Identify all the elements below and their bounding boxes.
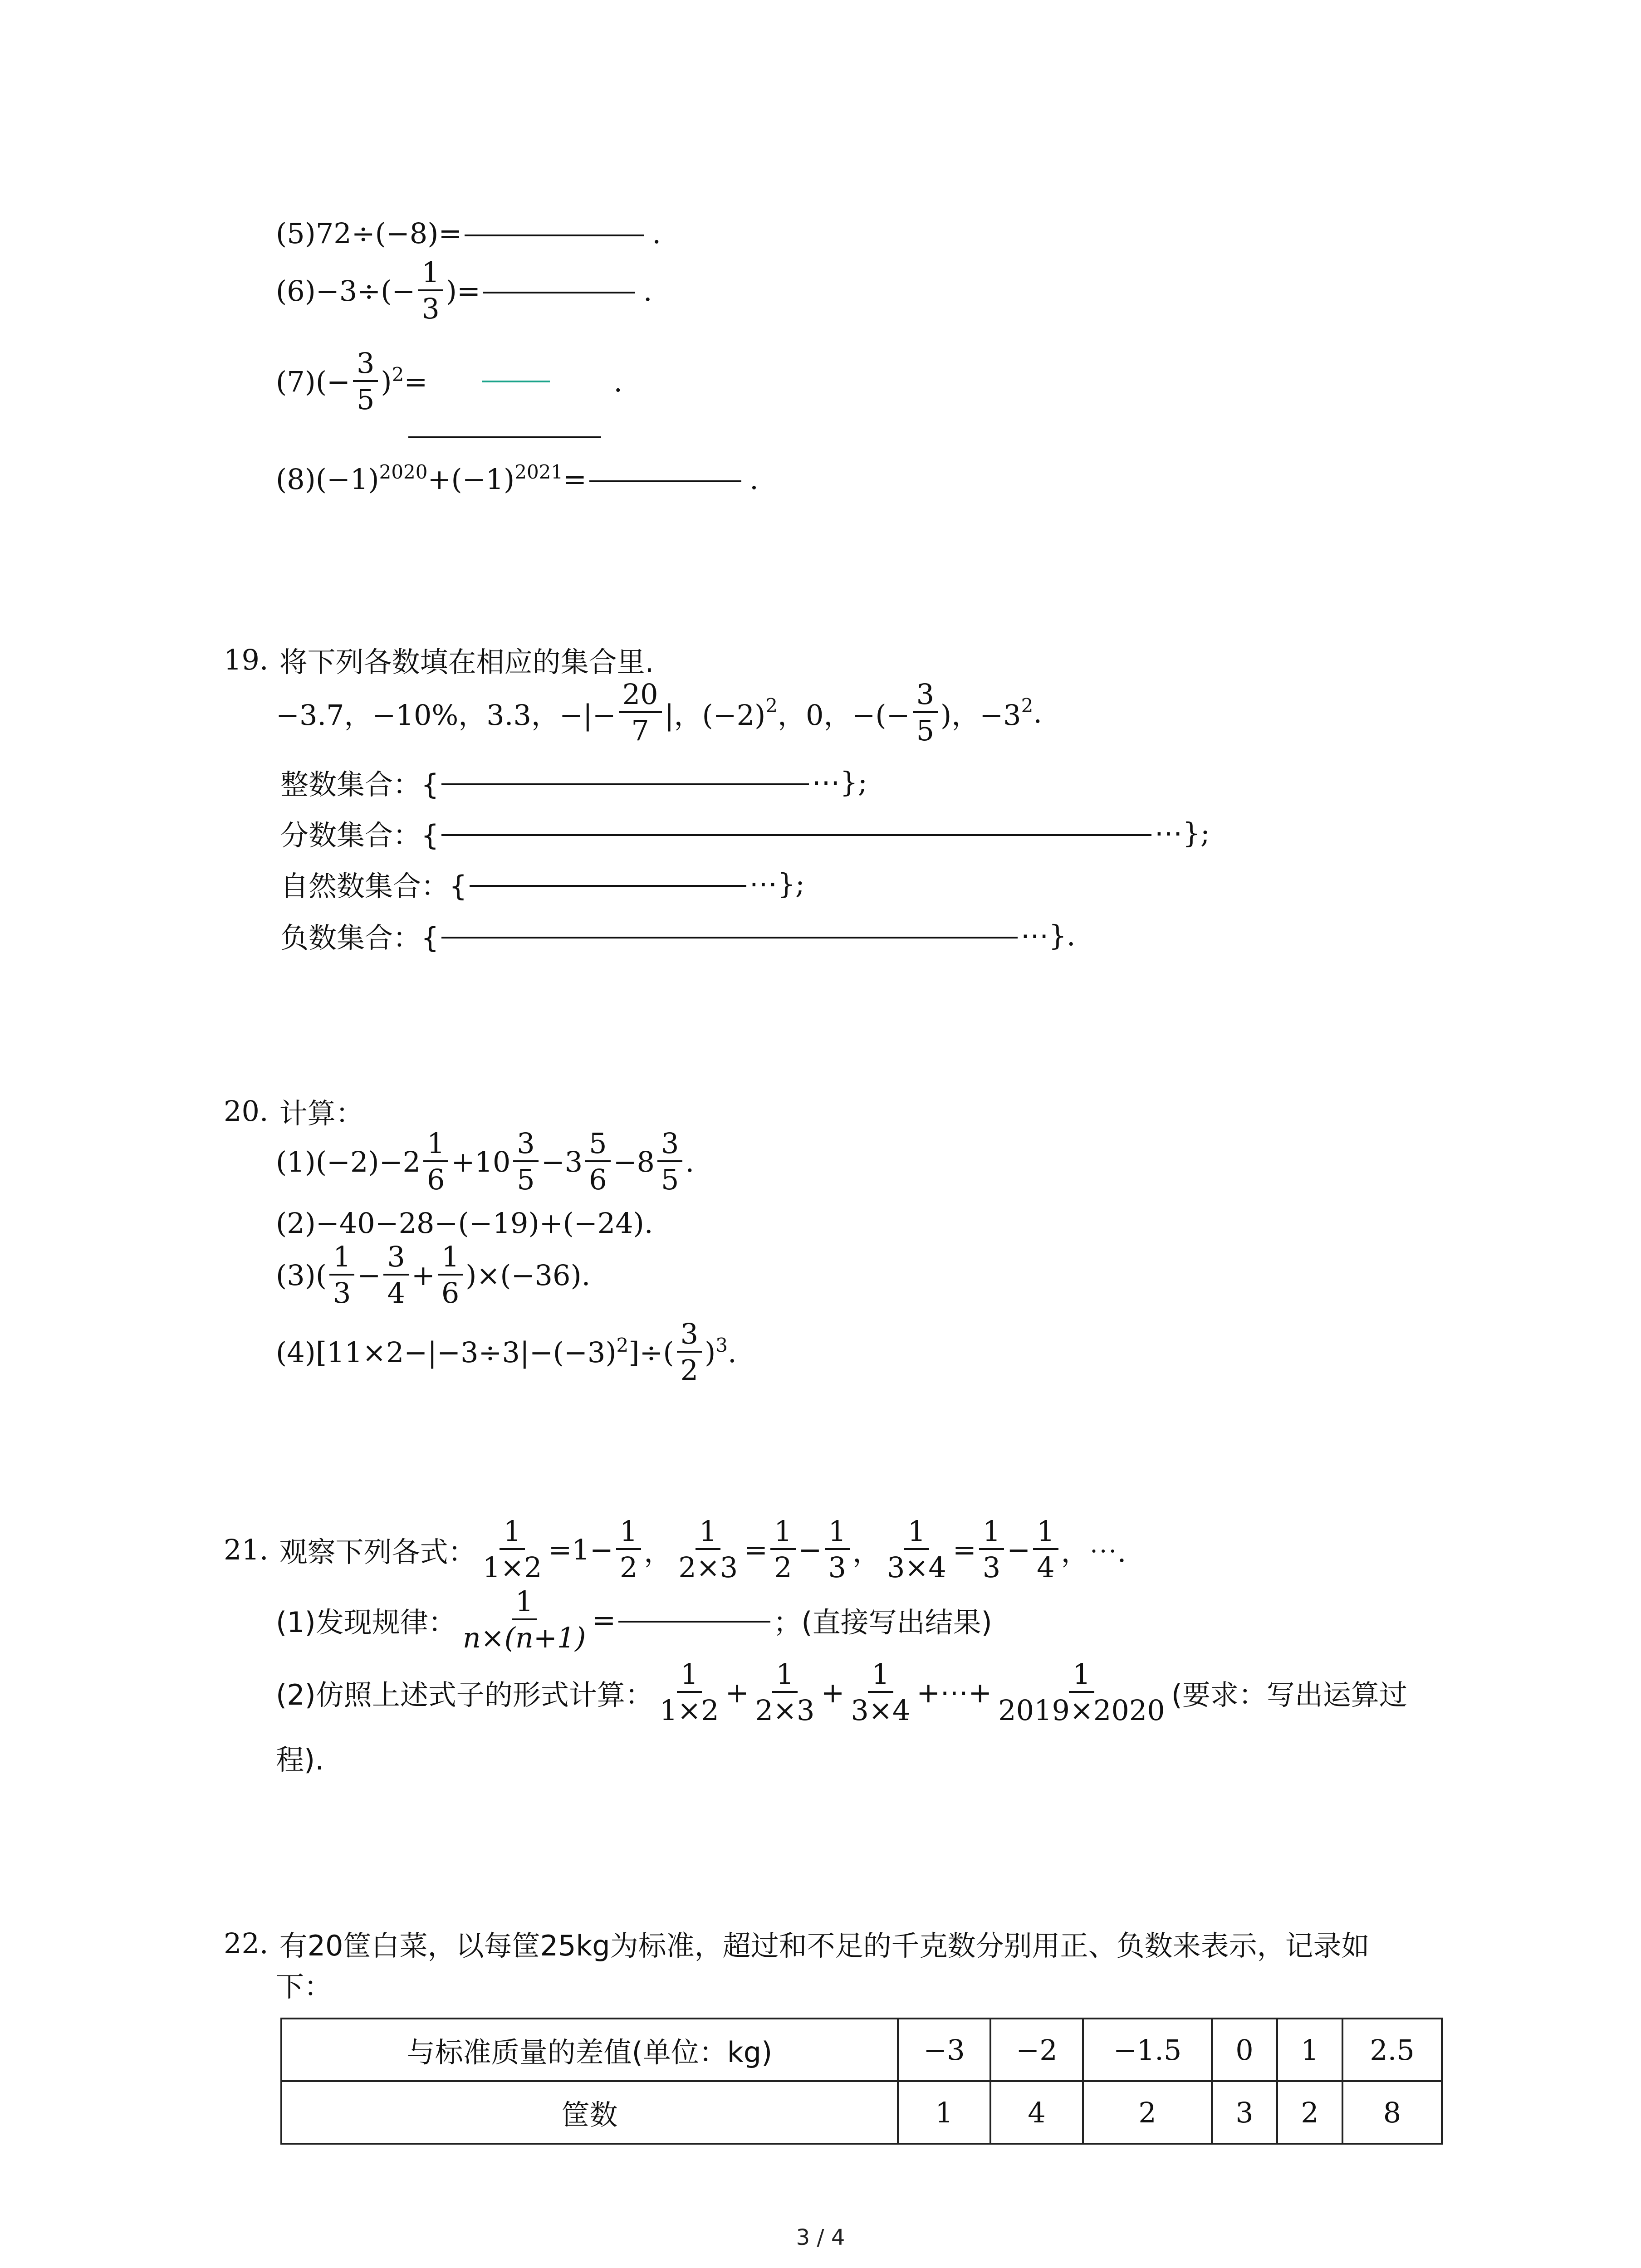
expr-part: −3 (541, 1145, 583, 1178)
fraction-denominator: 2×3 (678, 1551, 738, 1584)
question-prompt: 观察下列各式： (279, 1535, 476, 1569)
teal-dash-mark (482, 381, 550, 382)
fraction (913, 680, 938, 745)
fraction (513, 1129, 538, 1194)
question-prompt: 有20筐白菜，以每筐25kg为标准，超过和不足的千克数分别用正、负数来表示，记录如 (279, 1929, 1370, 1962)
expr-part: +10 (451, 1145, 511, 1178)
fraction (825, 1517, 850, 1582)
fraction-denominator: 2 (619, 1551, 638, 1584)
requirement-note-cont (276, 1737, 324, 1778)
expr-part: − (1007, 1533, 1031, 1566)
number-list-part: |，(−2) (664, 698, 766, 732)
sub-question-note: ；(直接写出结果) (773, 1605, 992, 1639)
fraction (994, 1657, 1169, 1727)
fraction (770, 1517, 795, 1582)
equals: = (563, 463, 587, 496)
fraction-numerator: 1 (770, 1517, 795, 1550)
q20-header (224, 1091, 364, 1131)
answer-blank[interactable] (618, 1617, 770, 1623)
answer-blank[interactable] (483, 288, 635, 293)
q20-part3 (276, 1240, 591, 1310)
fraction-denominator: 1×2 (482, 1551, 542, 1584)
q19-header (224, 640, 654, 680)
table-cell: −3 (898, 2019, 990, 2081)
answer-blank[interactable] (470, 881, 746, 887)
expr-part: =1− (548, 1533, 613, 1566)
question-number: 20. (224, 1095, 269, 1128)
table-cell: 0 (1212, 2019, 1277, 2081)
set-end: ⋯}; (1154, 816, 1210, 850)
answer-blank[interactable] (408, 436, 601, 438)
fraction-denominator: 2 (680, 1354, 699, 1387)
question-prompt-tail: 下： (276, 1970, 333, 2003)
set-end: ⋯}; (812, 766, 867, 799)
fraction (353, 349, 378, 414)
data-table (280, 2018, 1443, 2145)
table-cell: 3 (1212, 2081, 1277, 2144)
separator: ， (852, 1535, 881, 1569)
q22-header (224, 1923, 1370, 1964)
period: . (613, 365, 623, 398)
fraction-denominator: 6 (427, 1163, 445, 1196)
table-cell: −1.5 (1083, 2019, 1212, 2081)
fraction-denominator: 3 (828, 1551, 846, 1584)
number-list-part: )，−3 (941, 698, 1021, 732)
expr-part: . (728, 1335, 737, 1369)
fraction-denominator: 1×2 (659, 1694, 719, 1727)
fraction (847, 1657, 914, 1727)
period: . (652, 217, 661, 250)
expr-part: (4)[11×2−|−3÷3|−(−3) (276, 1335, 617, 1369)
fraction-numerator: 3 (513, 1129, 538, 1162)
q18-part8-mid: +(−1) (427, 463, 515, 496)
fraction-numerator: 1 (904, 1517, 929, 1550)
q20-part1 (276, 1129, 694, 1194)
exponent: 2 (765, 694, 778, 717)
set-label: 自然数集合：{ (280, 870, 467, 903)
fraction-denominator: 4 (1037, 1551, 1055, 1584)
answer-blank[interactable] (465, 231, 644, 236)
fraction-numerator: 1 (979, 1517, 1004, 1550)
equals: = (592, 1603, 616, 1637)
fraction (657, 1129, 682, 1194)
table-row-header: 与标准质量的差值(单位：kg) (281, 2019, 898, 2081)
exponent: 2021 (514, 461, 563, 483)
q18-part8-pre: (8)(−1) (276, 463, 379, 496)
fraction (619, 680, 662, 745)
fraction (883, 1517, 950, 1582)
table-cell: 1 (898, 2081, 990, 2144)
fraction-denominator: n×(n+1) (462, 1621, 586, 1654)
question-number: 19. (224, 643, 269, 676)
fraction-denominator: 2019×2020 (998, 1694, 1165, 1727)
fraction-numerator: 1 (512, 1588, 537, 1620)
expr-part: + (411, 1258, 435, 1292)
fraction (418, 256, 443, 325)
table-cell: 2 (1277, 2081, 1342, 2144)
expr-part: (1)(−2)−2 (276, 1145, 421, 1178)
expr-part: −8 (613, 1145, 655, 1178)
q20-part2 (276, 1207, 653, 1240)
fraction-numerator: 1 (696, 1517, 720, 1550)
q18-part6-pre: (6)−3÷(− (276, 274, 416, 308)
table-cell: −2 (990, 2019, 1083, 2081)
expr-part: = (744, 1533, 768, 1566)
q22-prompt-cont (276, 1964, 332, 2004)
fraction (329, 1240, 354, 1310)
fraction-denominator: 7 (631, 714, 649, 747)
fraction-denominator: 3×4 (887, 1551, 946, 1584)
fraction-denominator: 3×4 (851, 1694, 911, 1727)
sub-question-label: (2)仿照上述式子的形式计算： (276, 1678, 653, 1711)
set-negatives (280, 915, 1076, 956)
plus: + (725, 1676, 749, 1709)
question-prompt: 将下列各数填在相应的集合里. (279, 645, 654, 679)
answer-blank[interactable] (589, 477, 741, 482)
question-number: 22. (224, 1927, 269, 1960)
q19-number-list (276, 680, 1042, 745)
fraction (383, 1240, 408, 1310)
expr-part: (2)−40−28−(−19)+(−24). (276, 1207, 653, 1240)
q18-part5 (276, 217, 661, 250)
fraction (979, 1517, 1004, 1582)
fraction-denominator: 3 (421, 292, 440, 325)
fraction (479, 1517, 546, 1582)
expr-part: )×(−36). (465, 1258, 591, 1292)
exponent: 3 (715, 1334, 728, 1356)
fraction-denominator: 4 (387, 1276, 405, 1310)
set-label: 分数集合：{ (280, 819, 439, 852)
expr-part: − (798, 1533, 822, 1566)
expr-part: (3)( (276, 1258, 327, 1292)
fraction-numerator: 1 (677, 1660, 702, 1693)
set-label: 负数集合：{ (280, 921, 439, 954)
fraction-numerator: 3 (677, 1320, 702, 1353)
expr-part: ) (705, 1335, 716, 1369)
fraction-denominator: 6 (589, 1163, 607, 1196)
fraction (438, 1240, 463, 1310)
fraction-denominator: 2 (774, 1551, 792, 1584)
number-list-part: ，0，−(− (778, 698, 910, 732)
table-cell: 2.5 (1342, 2019, 1442, 2081)
number-list-part: . (1033, 696, 1043, 729)
fraction-numerator: 3 (383, 1243, 408, 1276)
sub-question-label: (1)发现规律： (276, 1605, 456, 1639)
answer-blank[interactable] (441, 780, 809, 785)
set-fractions (280, 813, 1210, 853)
q21-part1 (276, 1585, 992, 1654)
fraction-numerator: 1 (500, 1517, 524, 1550)
fraction-denominator: 5 (356, 383, 375, 416)
table-cell: 2 (1083, 2081, 1212, 2144)
fraction-numerator: 1 (772, 1660, 797, 1693)
fraction-denominator: 6 (441, 1276, 460, 1310)
fraction (423, 1129, 448, 1194)
expr-part: . (685, 1145, 695, 1178)
period: . (749, 463, 759, 496)
fraction (656, 1657, 723, 1727)
q18-part7-post: ) (381, 365, 392, 398)
fraction-numerator: 1 (438, 1243, 463, 1276)
fraction-numerator: 1 (616, 1517, 641, 1550)
fraction-denominator: 5 (916, 714, 935, 747)
fraction-numerator: 1 (1033, 1517, 1058, 1550)
equals: = (404, 365, 428, 398)
fraction-numerator: 5 (585, 1129, 610, 1162)
separator: ， (644, 1535, 672, 1569)
q18-part6-post: )= (446, 274, 480, 308)
expr-part: − (357, 1258, 381, 1292)
requirement-note: (要求：写出运算过 (1171, 1678, 1407, 1711)
question-number: 21. (224, 1533, 269, 1566)
fraction (752, 1657, 818, 1727)
fraction-numerator: 1 (868, 1660, 893, 1693)
q18-part8 (276, 463, 759, 496)
fraction-denominator: 5 (661, 1163, 679, 1196)
fraction (459, 1585, 590, 1654)
fraction-numerator: 3 (657, 1129, 682, 1162)
fraction-numerator: 3 (353, 349, 378, 382)
page-number: 3 / 4 (796, 2225, 845, 2250)
set-end: ⋯}; (749, 867, 805, 900)
period: . (643, 274, 652, 308)
question-prompt: 计算： (279, 1097, 364, 1130)
table-cell: 8 (1342, 2081, 1442, 2144)
exponent: 2020 (379, 461, 428, 483)
fraction (677, 1317, 702, 1387)
q21-part2 (276, 1657, 1407, 1727)
expr-part: = (952, 1533, 976, 1566)
set-end: ⋯}. (1020, 919, 1076, 952)
exponent: 2 (392, 363, 404, 386)
separator: ，⋯. (1061, 1535, 1127, 1569)
q18-part5-expression: (5)72÷(−8)= (276, 217, 462, 250)
expr-part: ]÷( (628, 1335, 674, 1369)
plus: + (821, 1676, 845, 1709)
fraction-denominator: 5 (517, 1163, 535, 1196)
q18-part7 (276, 349, 622, 414)
fraction (675, 1517, 741, 1582)
table-row-header: 筐数 (281, 2081, 898, 2144)
exponent: 2 (1021, 694, 1034, 717)
table-cell: 4 (990, 2081, 1083, 2144)
exponent: 2 (616, 1334, 629, 1356)
table-row (281, 2019, 1442, 2081)
fraction-denominator: 3 (333, 1276, 351, 1310)
q18-part6 (276, 256, 652, 325)
q20-part4 (276, 1317, 737, 1387)
table-row (281, 2081, 1442, 2144)
q18-part7-pre: (7)(− (276, 365, 350, 398)
set-natural-numbers (280, 864, 805, 904)
number-list-part: −3.7，−10%，3.3，−|− (276, 698, 616, 732)
fraction-denominator: 3 (982, 1551, 1001, 1584)
fraction-numerator: 1 (1069, 1660, 1094, 1693)
q21-header (224, 1517, 1126, 1582)
fraction-numerator: 20 (619, 680, 662, 713)
fraction-numerator: 3 (913, 680, 938, 713)
fraction-denominator: 2×3 (755, 1694, 815, 1727)
fraction-numerator: 1 (825, 1517, 850, 1550)
fraction-numerator: 1 (329, 1243, 354, 1276)
table-cell: 1 (1277, 2019, 1342, 2081)
fraction (616, 1517, 641, 1582)
answer-blank[interactable] (441, 831, 1151, 836)
set-integers (280, 762, 867, 802)
fraction-numerator: 1 (418, 259, 443, 291)
answer-blank[interactable] (441, 933, 1018, 938)
fraction (585, 1129, 610, 1194)
set-label: 整数集合：{ (280, 768, 439, 801)
requirement-note-tail: 程). (276, 1743, 324, 1776)
fraction-numerator: 1 (423, 1129, 448, 1162)
fraction (1033, 1517, 1058, 1582)
plus-ellipsis: +⋯+ (916, 1676, 992, 1709)
